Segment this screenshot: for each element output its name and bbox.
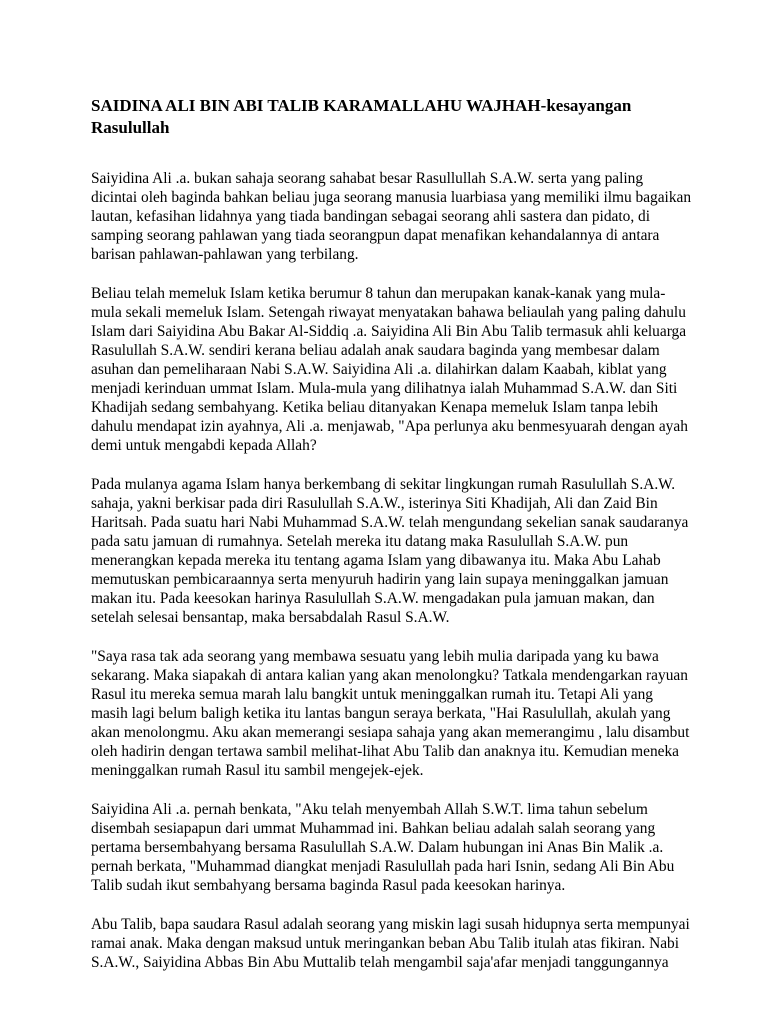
title-line: SAIDINA ALI BIN ABI TALIB KARAMALLAHU WAJHAH-kesayangan <box>91 96 632 115</box>
text-line: dicintai oleh baginda bahkan beliau juga seorang manusia luarbiasa yang memiliki ilmu bagaikan <box>91 189 692 206</box>
text-line: S.A.W., Saiyidina Abbas Bin Abu Muttalib telah mengambil saja'afar menjadi tanggungannya <box>91 954 669 971</box>
text-line: setelah selesai bensantap, maka bersabdalah Rasul S.A.W. <box>91 609 450 626</box>
text-line: Saiyidina Ali .a. bukan sahaja seorang sahabat besar Rasullullah S.A.W. serta yang paling <box>91 170 644 187</box>
paragraph <box>91 475 689 627</box>
paragraph <box>91 284 688 455</box>
text-line: sekarang. Maka siapakah di antara kalian yang akan menolongku? Tatkala mendengarkan rayuan <box>91 667 688 684</box>
text-line: mula sekali memeluk Islam. Setengah riwayat menyatakan bahawa beliaulah yang paling dahulu <box>91 304 686 321</box>
text-line: Rasulullah S.A.W. sendiri kerana beliau adalah anak saudara baginda yang membesar dalam <box>91 342 660 359</box>
text-line: oleh hadirin dengan tertawa sambil melihat-lihat Abu Talib dan anaknya itu. Kemudian meneka <box>91 743 680 760</box>
text-line: Saiyidina Ali .a. pernah benkata, "Aku telah menyembah Allah S.W.T. lima tahun sebelum <box>91 801 648 818</box>
text-line: Talib sudah ikut sembahyang bersama baginda Rasul pada keesokan harinya. <box>91 877 566 894</box>
paragraph <box>91 647 690 780</box>
text-line: ramai anak. Maka dengan maksud untuk meringankan beban Abu Talib itulah atas fikiran. Nabi <box>91 935 680 952</box>
text-line: memutuskan pembicaraannya serta menyuruh hadirin yang lain supaya meninggalkan jamuan <box>91 571 669 588</box>
text-line: akan menolongmu. Aku akan memerangi sesiapa sahaja yang akan memerangimu , lalu disambut <box>91 724 690 741</box>
text-line: lautan, kefasihan lidahnya yang tiada bandingan sebagai seorang ahli sastera dan pidato, di <box>91 208 651 225</box>
title-line: Rasulullah <box>91 118 170 137</box>
text-line: meninggalkan rumah Rasul itu sambil mengejek-ejek. <box>91 762 424 779</box>
text-line: disembah sesiapapun dari ummat Muhammad ini. Bahkan beliau adalah salah seorang yang <box>91 820 656 837</box>
document-body <box>91 169 692 992</box>
text-line: pernah berkata, "Muhammad diangkat menjadi Rasulullah pada hari Isnin, sedang Ali Bin Abu <box>91 858 675 875</box>
text-line: Islam dari Saiyidina Abu Bakar Al-Siddiq .a. Saiyidina Ali Bin Abu Talib termasuk ahli keluarga <box>91 323 687 340</box>
text-line: samping seorang pahlawan yang tiada seorangpun dapat menafikan kehandalannya di antara <box>91 227 660 244</box>
text-line: sahaja, yakni berkisar pada diri Rasulullah S.A.W., isterinya Siti Khadijah, Ali dan Zaid Bin <box>91 495 658 512</box>
paragraph <box>91 915 690 972</box>
paragraph <box>91 169 692 264</box>
text-line: Abu Talib, bapa saudara Rasul adalah seorang yang miskin lagi susah hidupnya serta mempunyai <box>91 916 690 933</box>
text-line: Rasul itu mereka semua marah lalu bangkit untuk meninggalkan rumah itu. Tetapi Ali yang <box>91 686 653 703</box>
text-line: Pada mulanya agama Islam hanya berkembang di sekitar lingkungan rumah Rasulullah S.A.W. <box>91 476 676 493</box>
document-title <box>91 95 691 139</box>
text-line: Haritsah. Pada suatu hari Nabi Muhammad S.A.W. telah mengundang sekelian sanak saudaranya <box>91 514 689 531</box>
text-line: masih lagi belum baligh ketika itu lantas bangun seraya berkata, "Hai Rasulullah, akulah yang <box>91 705 671 722</box>
text-line: "Saya rasa tak ada seorang yang membawa sesuatu yang lebih mulia daripada yang ku bawa <box>91 648 659 665</box>
text-line: barisan pahlawan-pahlawan yang terbilang. <box>91 246 359 263</box>
text-line: makan itu. Pada keesokan harinya Rasulullah S.A.W. mengadakan pula jamuan makan, dan <box>91 590 655 607</box>
text-line: menjadi kerinduan ummat Islam. Mula-mula yang dilihatnya ialah Muhammad S.A.W. dan Siti <box>91 380 678 397</box>
paragraph <box>91 800 681 895</box>
text-line: menerangkan kepada mereka itu tentang agama Islam yang dibawanya itu. Maka Abu Lahab <box>91 552 661 569</box>
text-line: dahulu mendapat izin ayahnya, Ali .a. menjawab, "Apa perlunya aku benmesyuarah dengan ayah <box>91 418 688 435</box>
text-line: demi untuk mengabdi kepada Allah? <box>91 437 317 454</box>
text-line: asuhan dan pemeliharaan Nabi S.A.W. Saiyidina Ali .a. dilahirkan dalam Kaabah, kiblat yang <box>91 361 667 378</box>
text-line: Khadijah sedang sembahyang. Ketika beliau ditanyakan Kenapa memeluk Islam tanpa lebih <box>91 399 659 416</box>
text-line: Beliau telah memeluk Islam ketika berumur 8 tahun dan merupakan kanak-kanak yang mula- <box>91 285 666 302</box>
text-line: pada satu jamuan di rumahnya. Setelah mereka itu datang maka Rasulullah S.A.W. pun <box>91 533 629 550</box>
text-line: pertama bersembahyang bersama Rasulullah S.A.W. Dalam hubungan ini Anas Bin Malik .a. <box>91 839 664 856</box>
